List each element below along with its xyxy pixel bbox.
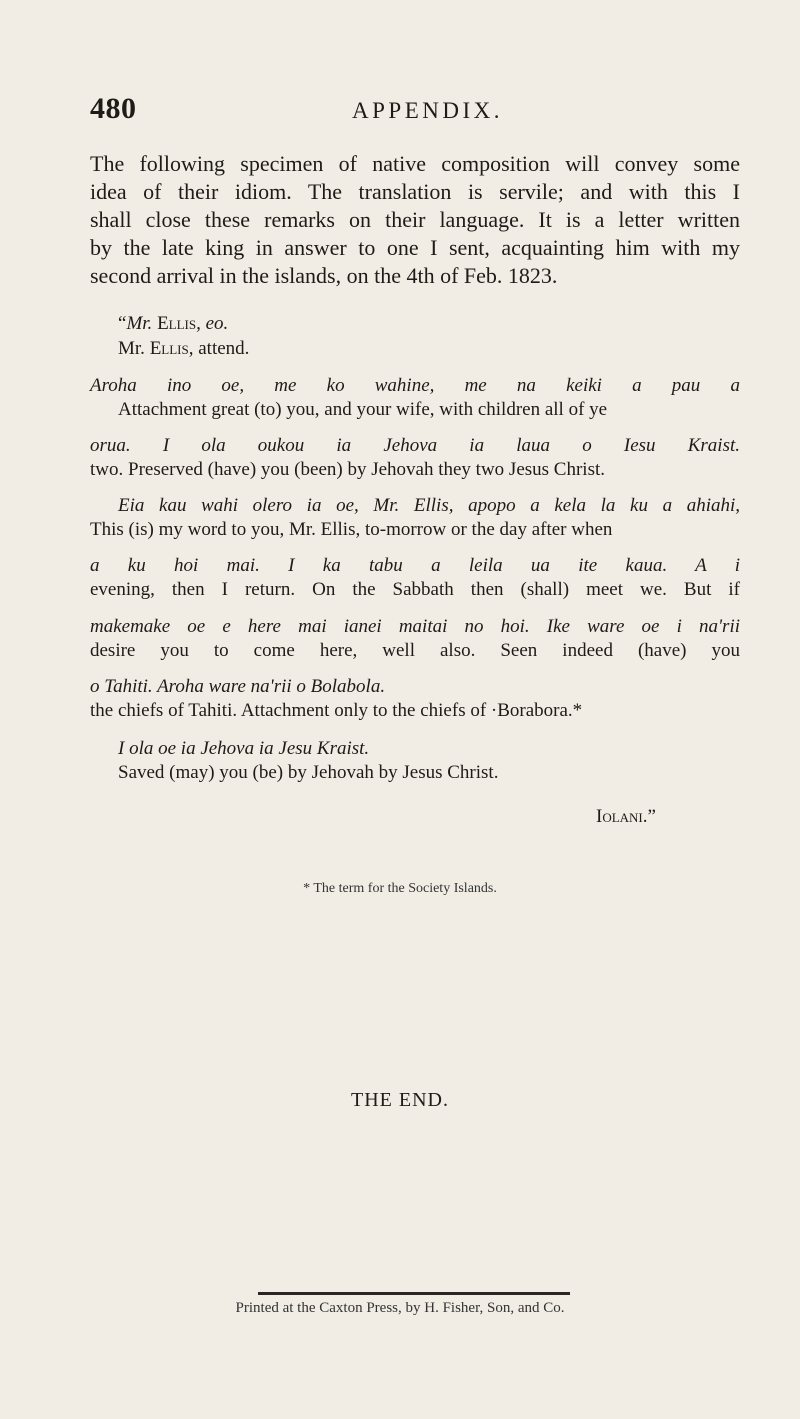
letter [90,0,740,800]
native-line: Aroha ino oe, me ko wahine, me na keiki a pau a [90,375,740,396]
salutation [118,313,768,335]
translation-line: two. Preserved (have) you (been) by Jehovah they two Jesus Christ. [90,459,605,480]
translation-line: evening, then I return. On the Sabbath then (shall) meet we. But if [90,579,740,600]
native-line: o Tahiti. Aroha ware na'rii o Bolabola. [90,676,386,697]
salutation-translation-name: Ellis [149,338,189,359]
translation-line: desire you to come here, well also. Seen indeed (have) you [90,640,740,661]
intro-line: The following specimen of native composition will convey some [90,151,740,176]
native-line: orua. I ola oukou ia Jehova ia laua o Iesu Kraist. [90,435,740,456]
translation-line: Attachment great (to) you, and your wife, with children all of ye [118,399,608,420]
salutation-mr: Mr. [126,313,153,334]
intro-line: second arrival in the islands, on the 4th of Feb. 1823. [90,263,558,288]
salutation-rest: , eo. [196,313,229,334]
native-line: makemake oe e here mai ianei maitai no hoi. Ike ware oe i na'rii [90,616,740,637]
intro-line: by the late king in answer to one I sent, acquainting him with my [90,235,740,260]
closing-native: I ola oe ia Jehova ia Jesu Kraist. [118,738,370,759]
opening-quote: “ [118,313,127,334]
footnote: * The term for the Society Islands. [303,881,497,896]
translation-line: This (is) my word to you, Mr. Ellis, to-morrow or the day after when [90,519,613,540]
salutation-translation [118,338,768,360]
imprint-rule [258,1292,570,1295]
closing-translation: Saved (may) you (be) by Jehovah by Jesus Christ. [118,762,499,783]
the-end: THE END. [351,1089,449,1111]
signature: Iolani.” [596,806,656,827]
running-header: APPENDIX. [352,98,503,123]
translation-line: the chiefs of Tahiti. Attachment only to the chiefs of ·Borabora.* [90,700,583,721]
salutation-translation-rest: , attend. [188,338,250,359]
intro-line: shall close these remarks on their language. It is a letter written [90,207,740,232]
native-line: Eia kau wahi olero ia oe, Mr. Ellis, apopo a kela la ku a ahiahi, [118,495,740,516]
intro-line: idea of their idiom. The translation is servile; and with this I [90,179,740,204]
page-number: 480 [90,92,137,125]
salutation-translation-mr: Mr. [118,338,150,359]
native-line: a ku hoi mai. I ka tabu a leila ua ite kaua. A i [90,555,740,576]
printer-imprint: Printed at the Caxton Press, by H. Fisher, Son, and Co. [235,1300,565,1316]
salutation-name: Ellis [157,313,197,334]
